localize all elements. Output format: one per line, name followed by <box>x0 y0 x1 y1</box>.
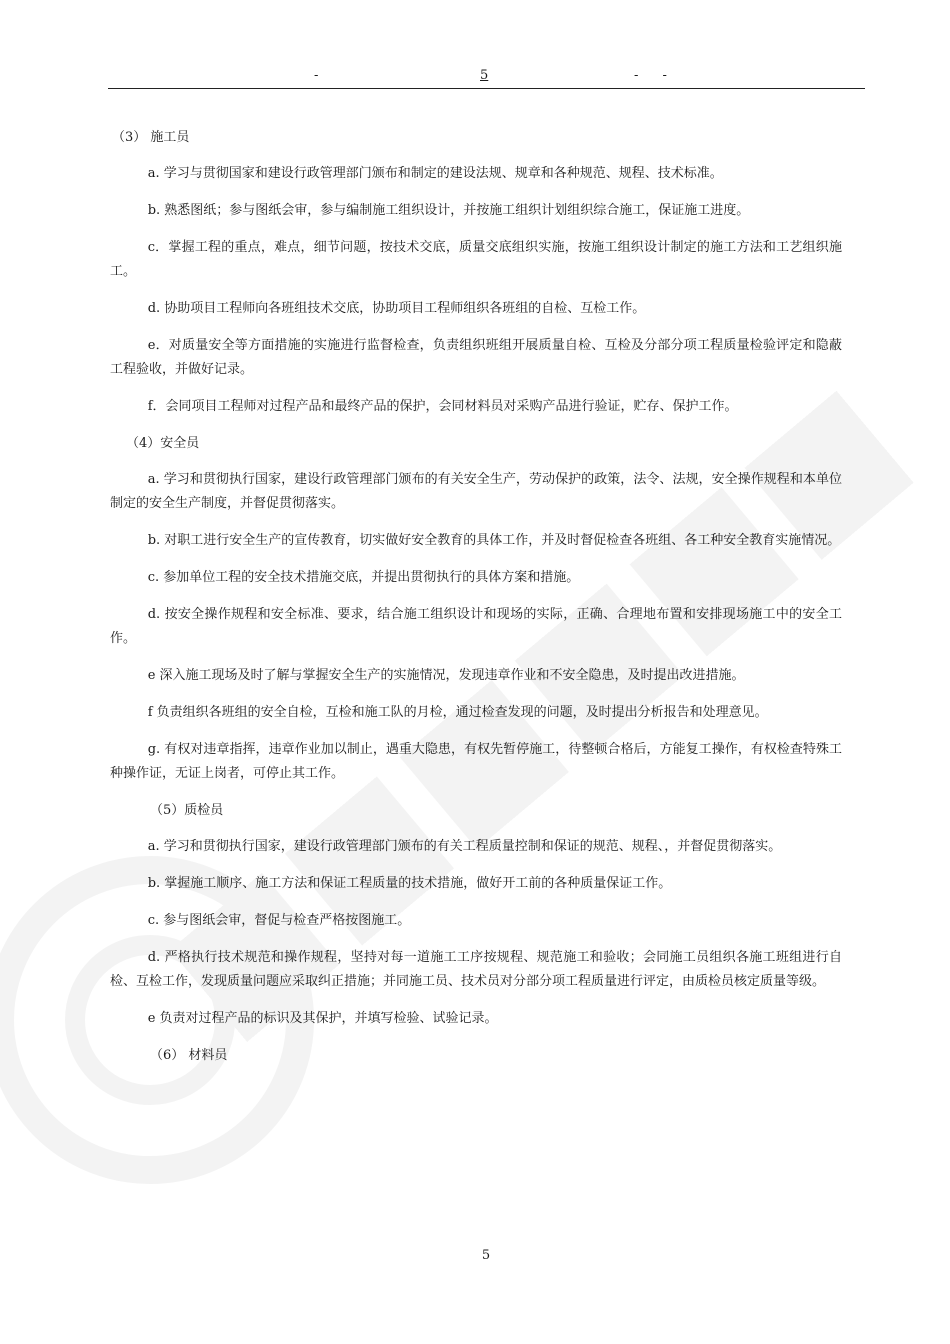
list-item: b. 对职工进行安全生产的宣传教育，切实做好安全教育的具体工作，并及时督促检查各班组、各工种安全教育实施情况。 <box>147 533 841 548</box>
header-right-mark: - - <box>634 68 677 83</box>
list-item: a. 学习与贯彻国家和建设行政管理部门颁布和制定的建设法规、规章和各种规范、规程、技术标准。 <box>147 166 723 181</box>
header-page-number: 5 <box>480 68 489 83</box>
section-heading: （3） 施工员 <box>112 130 190 145</box>
page-header <box>108 66 865 89</box>
section-heading: （5）质检员 <box>150 803 224 818</box>
list-item: f．会同项目工程师对过程产品和最终产品的保护，会同材料员对采购产品进行验证，贮存、保护工作。 <box>147 399 738 414</box>
list-item: d. 按安全操作规程和安全标准、要求，结合施工组织设计和现场的实际，正确、合理地布置和安排现场施工中的安全工作。 <box>110 607 842 646</box>
list-item: b. 熟悉图纸；参与图纸会审，参与编制施工组织设计，并按施工组织计划组织综合施工，保证施工进度。 <box>147 203 750 218</box>
list-item: c. 参加单位工程的安全技术措施交底，并提出贯彻执行的具体方案和措施。 <box>147 570 580 585</box>
header-left-mark: - <box>314 68 319 83</box>
list-item: d. 协助项目工程师向各班组技术交底，协助项目工程师组织各班组的自检、互检工作。 <box>147 301 646 316</box>
list-item: c．掌握工程的重点，难点，细节问题，按技术交底，质量交底组织实施，按施工组织设计制定的施工方法和工艺组织施工。 <box>110 240 842 279</box>
list-item: e 深入施工现场及时了解与掌握安全生产的实施情况，发现违章作业和不安全隐患，及时提出改进措施。 <box>147 668 745 683</box>
document-body <box>110 126 842 1080</box>
section-heading: （6） 材料员 <box>150 1048 228 1063</box>
list-item: b. 掌握施工顺序、施工方法和保证工程质量的技术措施，做好开工前的各种质量保证工作。 <box>147 876 672 891</box>
list-item: c. 参与图纸会审，督促与检查严格按图施工。 <box>147 913 411 928</box>
list-item: a. 学习和贯彻执行国家，建设行政管理部门颁布的有关安全生产，劳动保护的政策，法令、法规，安全操作规程和本单位制定的安全生产制度，并督促贯彻落实。 <box>110 472 842 511</box>
section-heading: （4）安全员 <box>126 436 200 451</box>
page-footer-number: 5 <box>481 1248 491 1263</box>
list-item: d. 严格执行技术规范和操作规程，坚持对每一道施工工序按规程、规范施工和验收；会同施工员组织各施工班组进行自检、互检工作，发现质量问题应采取纠正措施；并同施工员、技术员对分部分项工程质量进行评定，由质检员核定质量等级。 <box>110 950 842 989</box>
list-item: a. 学习和贯彻执行国家，建设行政管理部门颁布的有关工程质量控制和保证的规范、规程、，并督促贯彻落实。 <box>147 839 782 854</box>
list-item: e 负责对过程产品的标识及其保护，并填写检验、试验记录。 <box>147 1011 498 1026</box>
list-item: g. 有权对违章指挥，违章作业加以制止，遇重大隐患，有权先暂停施工，待整顿合格后，方能复工操作，有权检查特殊工种操作证，无证上岗者，可停止其工作。 <box>110 742 842 781</box>
list-item: e．对质量安全等方面措施的实施进行监督检查，负责组织班组开展质量自检、互检及分部分项工程质量检验评定和隐蔽工程验收，并做好记录。 <box>110 338 842 377</box>
list-item: f 负责组织各班组的安全自检，互检和施工队的月检，通过检查发现的问题，及时提出分析报告和处理意见。 <box>147 705 768 720</box>
